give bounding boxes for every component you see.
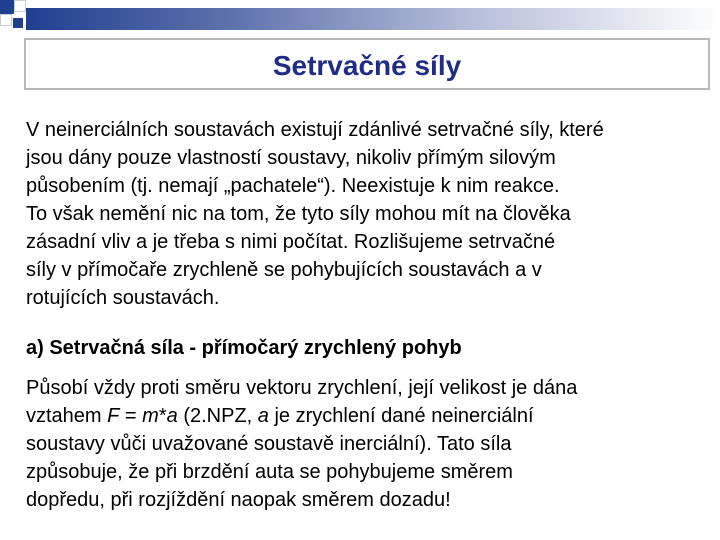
section-heading: a) Setrvačná síla - přímočarý zrychlený pohyb (26, 337, 462, 359)
text-segment: je zrychlení dané neinerciální (268, 405, 534, 427)
body-line: soustavy vůči uvažované soustavě inerciální). Tato síla (26, 433, 512, 455)
decor-square-white (14, 0, 26, 12)
text-segment: * (158, 405, 167, 427)
formula-F: F (107, 405, 120, 427)
slide-title: Setrvačné síly (272, 50, 462, 81)
symbol-a: a (257, 405, 269, 427)
formula-m: m (142, 405, 159, 427)
body-paragraph (26, 374, 720, 514)
decor-square-blue (0, 0, 14, 14)
body-line: způsobuje, že při brzdění auta se pohybujeme směrem (26, 461, 513, 483)
intro-line: působením (tj. nemají „pachatele“). Neexistuje k nim reakce. (26, 175, 560, 197)
intro-line: V neinerciálních soustavách existují zdánlivé setrvačné síly, které (26, 119, 604, 141)
intro-paragraph (26, 116, 720, 312)
intro-line: To však nemění nic na tom, že tyto síly mohou mít na člověka (26, 203, 571, 225)
text-segment: vztahem (26, 405, 108, 427)
header-gradient-bar (26, 8, 720, 30)
intro-line: jsou dány pouze vlastností soustavy, nikoliv přímým silovým (26, 147, 556, 169)
body-line: Působí vždy proti směru vektoru zrychlení, její velikost je dána (26, 377, 578, 399)
decor-square-white-2 (0, 14, 12, 26)
title-box (24, 38, 710, 90)
intro-line: síly v přímočaře zrychleně se pohybujících soustavách a v (26, 259, 542, 281)
intro-line: rotujících soustavách. (26, 287, 220, 309)
text-segment: (2.NPZ, (177, 405, 258, 427)
intro-line: zásadní vliv a je třeba s nimi počítat. Rozlišujeme setrvačné (26, 231, 556, 253)
decor-square-blue-2 (13, 18, 23, 28)
body-line-formula (26, 402, 720, 430)
text-segment: = (119, 405, 143, 427)
body-line: dopředu, při rozjíždění naopak směrem dozadu! (26, 489, 451, 511)
formula-a: a (166, 405, 178, 427)
